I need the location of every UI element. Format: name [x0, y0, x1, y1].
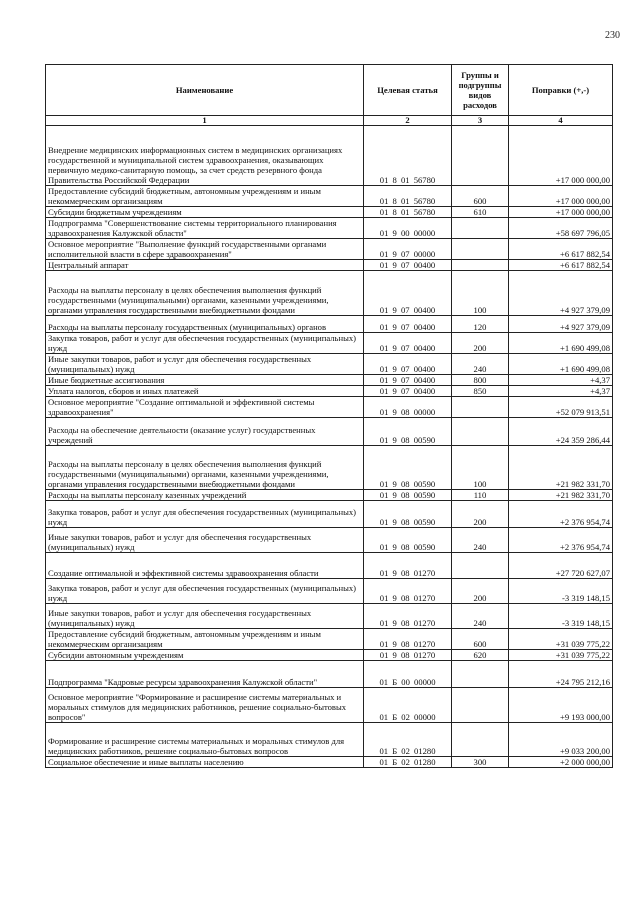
row-name-cell: Основное мероприятие "Выполнение функций государственными органами исполнительной власти в сфере здравоохранения" — [46, 239, 364, 260]
row-name-cell: Закупка товаров, работ и услуг для обеспечения государственных (муниципальных) нужд — [46, 579, 364, 604]
row-name-cell: Создание оптимальной и эффективной системы здравоохранения области — [46, 553, 364, 579]
table-row — [46, 650, 613, 661]
table-row — [46, 316, 613, 333]
row-expense-group-cell — [452, 688, 509, 723]
row-target-article-cell: 01 9 07 00400 — [364, 386, 452, 397]
row-target-article-cell: 01 9 08 01270 — [364, 579, 452, 604]
row-name-cell: Предоставление субсидий бюджетным, автономным учреждениям и иным некоммерческим организациям — [46, 629, 364, 650]
table-row — [46, 397, 613, 418]
column-number-4: 4 — [509, 116, 613, 126]
row-expense-group-cell — [452, 397, 509, 418]
column-number-3: 3 — [452, 116, 509, 126]
header-target-article: Целевая статья — [364, 65, 452, 116]
row-expense-group-cell: 800 — [452, 375, 509, 386]
row-expense-group-cell: 100 — [452, 446, 509, 490]
row-amendment-amount-cell: -3 319 148,15 — [509, 604, 613, 629]
row-expense-group-cell — [452, 239, 509, 260]
row-expense-group-cell: 300 — [452, 757, 509, 768]
table-body — [46, 126, 613, 768]
row-amendment-amount-cell: +1 690 499,08 — [509, 354, 613, 375]
row-name-cell: Внедрение медицинских информационных систем в медицинских организациях государственной и муниципальной систем здравоохранения, оказывающих первичную медико-санитарную помощь, за счет средств резервного фонда Правительства Российской Федерации — [46, 126, 364, 186]
row-name-cell: Предоставление субсидий бюджетным, автономным учреждениям и иным некоммерческим организациям — [46, 186, 364, 207]
row-amendment-amount-cell: +21 982 331,70 — [509, 490, 613, 501]
header-expense-groups: Группы и подгруппы видов расходов — [452, 65, 509, 116]
row-expense-group-cell: 240 — [452, 528, 509, 553]
row-expense-group-cell: 240 — [452, 354, 509, 375]
row-expense-group-cell: 240 — [452, 604, 509, 629]
row-amendment-amount-cell: +17 000 000,00 — [509, 186, 613, 207]
row-expense-group-cell — [452, 126, 509, 186]
table-row — [46, 490, 613, 501]
row-amendment-amount-cell: +9 033 200,00 — [509, 723, 613, 757]
row-target-article-cell: 01 9 07 00400 — [364, 375, 452, 386]
row-amendment-amount-cell: +2 376 954,74 — [509, 501, 613, 528]
row-amendment-amount-cell: +9 193 000,00 — [509, 688, 613, 723]
table-row — [46, 757, 613, 768]
row-amendment-amount-cell: +2 376 954,74 — [509, 528, 613, 553]
row-name-cell: Уплата налогов, сборов и иных платежей — [46, 386, 364, 397]
table-row — [46, 354, 613, 375]
table-row — [46, 207, 613, 218]
column-number-1: 1 — [46, 116, 364, 126]
row-target-article-cell: 01 9 07 00400 — [364, 354, 452, 375]
row-expense-group-cell — [452, 553, 509, 579]
row-amendment-amount-cell: +31 039 775,22 — [509, 629, 613, 650]
row-amendment-amount-cell: +4,37 — [509, 386, 613, 397]
row-amendment-amount-cell: +4 927 379,09 — [509, 316, 613, 333]
row-target-article-cell: 01 9 08 01270 — [364, 604, 452, 629]
row-amendment-amount-cell: +2 000 000,00 — [509, 757, 613, 768]
table-row — [46, 629, 613, 650]
row-target-article-cell: 01 9 08 01270 — [364, 650, 452, 661]
row-target-article-cell: 01 9 07 00400 — [364, 260, 452, 271]
row-name-cell: Расходы на выплаты персоналу казенных учреждений — [46, 490, 364, 501]
row-expense-group-cell: 200 — [452, 501, 509, 528]
budget-amendments-table — [45, 64, 613, 768]
row-amendment-amount-cell: +21 982 331,70 — [509, 446, 613, 490]
row-target-article-cell: 01 Б 00 00000 — [364, 661, 452, 688]
row-target-article-cell: 01 9 07 00400 — [364, 316, 452, 333]
row-target-article-cell: 01 9 00 00000 — [364, 218, 452, 239]
row-target-article-cell: 01 9 08 00590 — [364, 501, 452, 528]
row-expense-group-cell: 120 — [452, 316, 509, 333]
row-target-article-cell: 01 Б 02 01280 — [364, 757, 452, 768]
row-target-article-cell: 01 9 08 00590 — [364, 446, 452, 490]
table-row — [46, 579, 613, 604]
row-name-cell: Расходы на выплаты персоналу в целях обеспечения выполнения функций государственными (муниципальными) органами, казенными учреждениями, органами управления государственными внебюджетными фондами — [46, 271, 364, 316]
row-target-article-cell: 01 9 07 00400 — [364, 271, 452, 316]
row-name-cell: Формирование и расширение системы материальных и моральных стимулов для медицинских работников, решение социально-бытовых вопросов — [46, 723, 364, 757]
row-expense-group-cell — [452, 418, 509, 446]
row-amendment-amount-cell: +4 927 379,09 — [509, 271, 613, 316]
table-row — [46, 418, 613, 446]
row-name-cell: Закупка товаров, работ и услуг для обеспечения государственных (муниципальных) нужд — [46, 501, 364, 528]
table-row — [46, 186, 613, 207]
table-row — [46, 661, 613, 688]
row-amendment-amount-cell: +6 617 882,54 — [509, 239, 613, 260]
table-row — [46, 333, 613, 354]
table-row — [46, 528, 613, 553]
table-row — [46, 126, 613, 186]
row-name-cell: Социальное обеспечение и иные выплаты населению — [46, 757, 364, 768]
row-expense-group-cell: 100 — [452, 271, 509, 316]
row-amendment-amount-cell: +24 359 286,44 — [509, 418, 613, 446]
row-amendment-amount-cell: +24 795 212,16 — [509, 661, 613, 688]
table-row — [46, 218, 613, 239]
row-expense-group-cell: 600 — [452, 186, 509, 207]
column-number-row — [46, 116, 613, 126]
row-expense-group-cell: 200 — [452, 333, 509, 354]
row-target-article-cell: 01 Б 02 01280 — [364, 723, 452, 757]
row-target-article-cell: 01 8 01 56780 — [364, 207, 452, 218]
header-amendments: Поправки (+,-) — [509, 65, 613, 116]
column-number-2: 2 — [364, 116, 452, 126]
row-name-cell: Субсидии автономным учреждениям — [46, 650, 364, 661]
row-amendment-amount-cell: +52 079 913,51 — [509, 397, 613, 418]
row-target-article-cell: 01 9 08 01270 — [364, 629, 452, 650]
row-amendment-amount-cell: +6 617 882,54 — [509, 260, 613, 271]
row-expense-group-cell — [452, 260, 509, 271]
row-expense-group-cell: 200 — [452, 579, 509, 604]
table-row — [46, 446, 613, 490]
row-name-cell: Расходы на выплаты персоналу государственных (муниципальных) органов — [46, 316, 364, 333]
table-row — [46, 501, 613, 528]
row-expense-group-cell — [452, 723, 509, 757]
row-expense-group-cell: 600 — [452, 629, 509, 650]
table-row — [46, 271, 613, 316]
header-name: Наименование — [46, 65, 364, 116]
row-expense-group-cell: 850 — [452, 386, 509, 397]
row-target-article-cell: 01 9 08 01270 — [364, 553, 452, 579]
table-row — [46, 723, 613, 757]
row-name-cell: Субсидии бюджетным учреждениям — [46, 207, 364, 218]
table-row — [46, 553, 613, 579]
row-expense-group-cell — [452, 661, 509, 688]
row-expense-group-cell: 110 — [452, 490, 509, 501]
row-name-cell: Закупка товаров, работ и услуг для обеспечения государственных (муниципальных) нужд — [46, 333, 364, 354]
row-name-cell: Расходы на выплаты персоналу в целях обеспечения выполнения функций государственными (муниципальными) органами, казенными учреждениями, органами управления государственными внебюджетными фондами — [46, 446, 364, 490]
row-amendment-amount-cell: +4,37 — [509, 375, 613, 386]
row-name-cell: Подпрограмма "Кадровые ресурсы здравоохранения Калужской области" — [46, 661, 364, 688]
row-amendment-amount-cell: +17 000 000,00 — [509, 207, 613, 218]
table-row — [46, 688, 613, 723]
row-target-article-cell: 01 8 01 56780 — [364, 126, 452, 186]
row-amendment-amount-cell: +17 000 000,00 — [509, 126, 613, 186]
table-row — [46, 375, 613, 386]
table-row — [46, 386, 613, 397]
row-target-article-cell: 01 9 07 00400 — [364, 333, 452, 354]
row-amendment-amount-cell: +58 697 796,05 — [509, 218, 613, 239]
row-target-article-cell: 01 9 08 00590 — [364, 490, 452, 501]
row-amendment-amount-cell: +31 039 775,22 — [509, 650, 613, 661]
row-target-article-cell: 01 9 07 00000 — [364, 239, 452, 260]
row-name-cell: Основное мероприятие "Формирование и расширение системы материальных и моральных стимулов для медицинских работников, решение социально-бытовых вопросов" — [46, 688, 364, 723]
row-name-cell: Подпрограмма "Совершенствование системы территориального планирования здравоохранения Калужской области" — [46, 218, 364, 239]
row-name-cell: Расходы на обеспечение деятельности (оказание услуг) государственных учреждений — [46, 418, 364, 446]
row-name-cell: Основное мероприятие "Создание оптимальной и эффективной системы здравоохранения" — [46, 397, 364, 418]
page-number: 230 — [605, 30, 620, 41]
table-row — [46, 260, 613, 271]
row-name-cell: Центральный аппарат — [46, 260, 364, 271]
table-row — [46, 239, 613, 260]
row-target-article-cell: 01 8 01 56780 — [364, 186, 452, 207]
row-amendment-amount-cell: -3 319 148,15 — [509, 579, 613, 604]
row-expense-group-cell: 610 — [452, 207, 509, 218]
row-target-article-cell: 01 Б 02 00000 — [364, 688, 452, 723]
row-expense-group-cell — [452, 218, 509, 239]
row-target-article-cell: 01 9 08 00590 — [364, 418, 452, 446]
row-name-cell: Иные бюджетные ассигнования — [46, 375, 364, 386]
table-header-row — [46, 65, 613, 116]
row-amendment-amount-cell: +27 720 627,07 — [509, 553, 613, 579]
row-target-article-cell: 01 9 08 00590 — [364, 528, 452, 553]
row-name-cell: Иные закупки товаров, работ и услуг для обеспечения государственных (муниципальных) нужд — [46, 354, 364, 375]
row-expense-group-cell: 620 — [452, 650, 509, 661]
row-name-cell: Иные закупки товаров, работ и услуг для обеспечения государственных (муниципальных) нужд — [46, 528, 364, 553]
row-target-article-cell: 01 9 08 00000 — [364, 397, 452, 418]
table-row — [46, 604, 613, 629]
row-amendment-amount-cell: +1 690 499,08 — [509, 333, 613, 354]
row-name-cell: Иные закупки товаров, работ и услуг для обеспечения государственных (муниципальных) нужд — [46, 604, 364, 629]
